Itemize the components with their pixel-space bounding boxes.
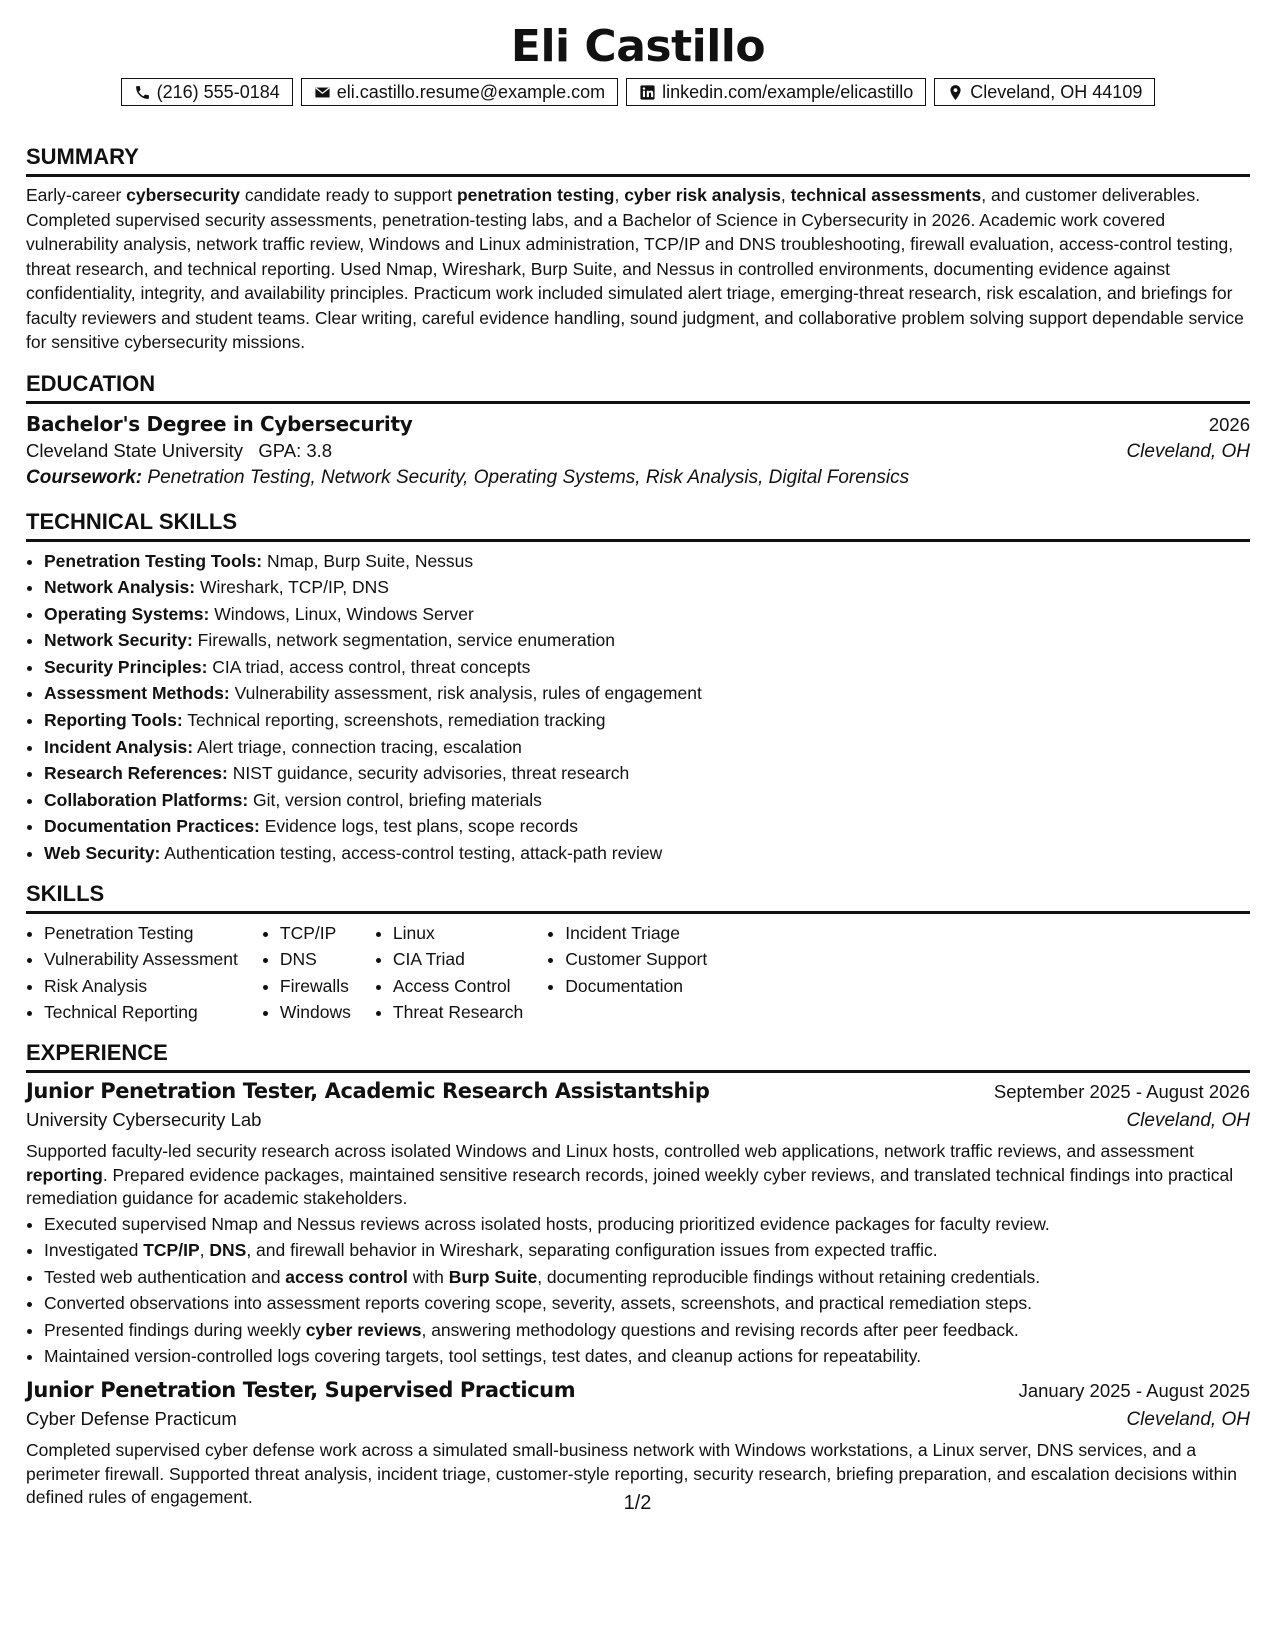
job-org-row bbox=[26, 1408, 1250, 1431]
technical-skills-list bbox=[26, 548, 1250, 867]
job-bullet: • Converted observations into assessment reports covering scope, severity, assets, screenshots, and practical remediation steps. bbox=[44, 1290, 1250, 1317]
contact-linkedin[interactable] bbox=[626, 78, 926, 106]
contact-location bbox=[934, 78, 1155, 106]
graduation-year: 2026 bbox=[1208, 413, 1250, 435]
job-bullets bbox=[26, 1211, 1250, 1371]
job-header-row bbox=[26, 1079, 1250, 1103]
job-header-row bbox=[26, 1378, 1250, 1402]
linkedin-icon bbox=[639, 84, 656, 101]
tech-skill-item: • Security Principles: CIA triad, access control, threat concepts bbox=[44, 654, 1250, 681]
technical-skills-section bbox=[26, 509, 1250, 867]
section-title-summary: SUMMARY bbox=[26, 144, 1250, 177]
job-bullet: • Tested web authentication and access control with Burp Suite, documenting reproducible findings without retaining credentials. bbox=[44, 1264, 1250, 1291]
tech-skill-item: • Collaboration Platforms: Git, version control, briefing materials bbox=[44, 787, 1250, 814]
job-location: Cleveland, OH bbox=[1126, 1110, 1250, 1131]
school: Cleveland State University GPA: 3.8 bbox=[26, 439, 333, 461]
job-description: Completed supervised cyber defense work across a simulated small-business network with Windows workstations, a Linux server, DNS services, and a perimeter firewall. Supported threat analysis, incident triage, customer-style reporting, security research, briefing preparation, and escalation decisions within defined rules of engagement. bbox=[26, 1440, 1238, 1508]
contact-email[interactable] bbox=[301, 78, 618, 106]
section-title-technical-skills: TECHNICAL SKILLS bbox=[26, 509, 1250, 542]
job-bullet: • Executed supervised Nmap and Nessus reviews across isolated hosts, producing prioritized evidence packages for faculty review. bbox=[44, 1211, 1250, 1238]
tech-skill-item: • Research References: NIST guidance, security advisories, threat research bbox=[44, 760, 1250, 787]
email-text: eli.castillo.resume@example.com bbox=[336, 81, 606, 102]
phone-text: (216) 555-0184 bbox=[156, 81, 280, 102]
job-title: Junior Penetration Tester, Supervised Practicum bbox=[26, 1378, 576, 1403]
job-location: Cleveland, OH bbox=[1126, 1409, 1250, 1431]
education-school-row bbox=[26, 440, 1250, 463]
job-bullet: • Presented findings during weekly cyber reviews, answering methodology questions and revising records after peer feedback. bbox=[44, 1317, 1250, 1344]
candidate-name: Eli Castillo bbox=[510, 21, 766, 72]
envelope-icon bbox=[314, 84, 331, 101]
degree: Bachelor's Degree in Cybersecurity bbox=[26, 411, 413, 436]
contact-phone[interactable] bbox=[121, 78, 293, 106]
skill-item: • Windows bbox=[280, 999, 351, 1026]
job-description: Supported faculty-led security research across isolated Windows and Linux hosts, controlled web applications, network traffic reviews, and assessment reporting. Prepared evidence packages, maintained sensitive research records, joined weekly cyber reviews, and translated technical findings into practical remediation guidance for academic stakeholders. bbox=[26, 1141, 1234, 1208]
coursework: Coursework: Penetration Testing, Network Security, Operating Systems, Risk Analysis, Digital Forensics bbox=[26, 466, 910, 488]
contact-bar bbox=[26, 78, 1250, 106]
skill-item: • Technical Reporting bbox=[44, 999, 238, 1026]
skills-section bbox=[26, 881, 1250, 1026]
page-number: 1/2 bbox=[623, 1492, 652, 1514]
job-entry bbox=[26, 1079, 1250, 1370]
job-title: Junior Penetration Tester, Academic Research Assistantship bbox=[26, 1079, 710, 1103]
skill-item: • Penetration Testing bbox=[44, 920, 238, 947]
job-bullet: • Maintained version-controlled logs covering targets, tool settings, test dates, and cleanup actions for repeatability. bbox=[44, 1343, 1250, 1370]
tech-skill-item: • Incident Analysis: Alert triage, connection tracing, escalation bbox=[44, 734, 1250, 761]
education-section bbox=[26, 371, 1250, 489]
experience-section bbox=[26, 1040, 1250, 1510]
job-dates: September 2025 - August 2026 bbox=[993, 1081, 1250, 1102]
school-location: Cleveland, OH bbox=[1126, 440, 1250, 462]
tech-skill-item: • Penetration Testing Tools: Nmap, Burp Suite, Nessus bbox=[44, 548, 1250, 575]
tech-skill-item: • Web Security: Authentication testing, access-control testing, attack-path review bbox=[44, 840, 1250, 867]
job-entry bbox=[26, 1378, 1250, 1510]
map-pin-icon bbox=[947, 84, 964, 101]
job-org: Cyber Defense Practicum bbox=[26, 1408, 237, 1430]
skill-item: • Risk Analysis bbox=[44, 973, 238, 1000]
location-text: Cleveland, OH 44109 bbox=[970, 81, 1143, 102]
section-title-experience: EXPERIENCE bbox=[26, 1040, 1250, 1073]
skills-col-1 bbox=[26, 920, 238, 1026]
skill-item: • Vulnerability Assessment bbox=[44, 946, 238, 973]
skill-item: • Customer Support bbox=[565, 946, 707, 973]
summary-section bbox=[26, 144, 1250, 355]
phone-icon bbox=[134, 84, 151, 101]
skill-item: • Threat Research bbox=[393, 999, 523, 1026]
section-title-skills: SKILLS bbox=[26, 881, 1250, 914]
summary-text: Early-career cybersecurity candidate ready to support penetration testing, cyber risk analysis, technical assessments, and customer deliverables. Completed supervised security assessments, penetration-testing labs, and a Bachelor of Science in Cybersecurity in 2026. Academic work covered vulnerability analysis, network traffic review, Windows and Linux administration, TCP/IP and DNS troubleshooting, firewall evaluation, access-control testing, threat research, and technical reporting. Used Nmap, Wireshark, Burp Suite, and Nessus in controlled environments, documenting evidence against confidentiality, integrity, and availability principles. Practicum work included simulated alert triage, emerging-threat research, risk escalation, and briefings for faculty reviewers and student teams. Clear writing, careful evidence handling, sound judgment, and collaborative problem solving support dependable service for sensitive cybersecurity missions. bbox=[26, 185, 1244, 352]
skill-item: • Documentation bbox=[565, 973, 707, 1000]
tech-skill-item: • Documentation Practices: Evidence logs, test plans, scope records bbox=[44, 813, 1250, 840]
job-org: University Cybersecurity Lab bbox=[26, 1109, 262, 1130]
tech-skill-item: • Operating Systems: Windows, Linux, Windows Server bbox=[44, 601, 1250, 628]
skill-item: • Access Control bbox=[393, 973, 523, 1000]
skills-col-3 bbox=[375, 920, 523, 1026]
gpa: GPA: 3.8 bbox=[258, 439, 333, 461]
tech-skill-item: • Network Analysis: Wireshark, TCP/IP, DNS bbox=[44, 574, 1250, 601]
skill-item: • TCP/IP bbox=[280, 920, 351, 947]
skill-item: • Incident Triage bbox=[565, 920, 707, 947]
skill-item: • Firewalls bbox=[280, 973, 351, 1000]
skill-item: • DNS bbox=[280, 946, 351, 973]
section-title-education: EDUCATION bbox=[26, 371, 1250, 404]
resume-page bbox=[26, 20, 1250, 1510]
education-header-row bbox=[26, 412, 1250, 436]
job-bullet: • Investigated TCP/IP, DNS, and firewall behavior in Wireshark, separating configuration issues from expected traffic. bbox=[44, 1237, 1250, 1264]
skills-col-4 bbox=[547, 920, 707, 1026]
linkedin-text: linkedin.com/example/elicastillo bbox=[662, 81, 914, 102]
skill-item: • Linux bbox=[393, 920, 523, 947]
tech-skill-item: • Reporting Tools: Technical reporting, screenshots, remediation tracking bbox=[44, 707, 1250, 734]
skill-item: • CIA Triad bbox=[393, 946, 523, 973]
skills-col-2 bbox=[262, 920, 351, 1026]
tech-skill-item: • Assessment Methods: Vulnerability assessment, risk analysis, rules of engagement bbox=[44, 680, 1250, 707]
tech-skill-item: • Network Security: Firewalls, network segmentation, service enumeration bbox=[44, 627, 1250, 654]
skills-columns bbox=[26, 920, 1250, 1026]
job-org-row bbox=[26, 1109, 1250, 1132]
job-dates: January 2025 - August 2025 bbox=[1018, 1380, 1250, 1402]
